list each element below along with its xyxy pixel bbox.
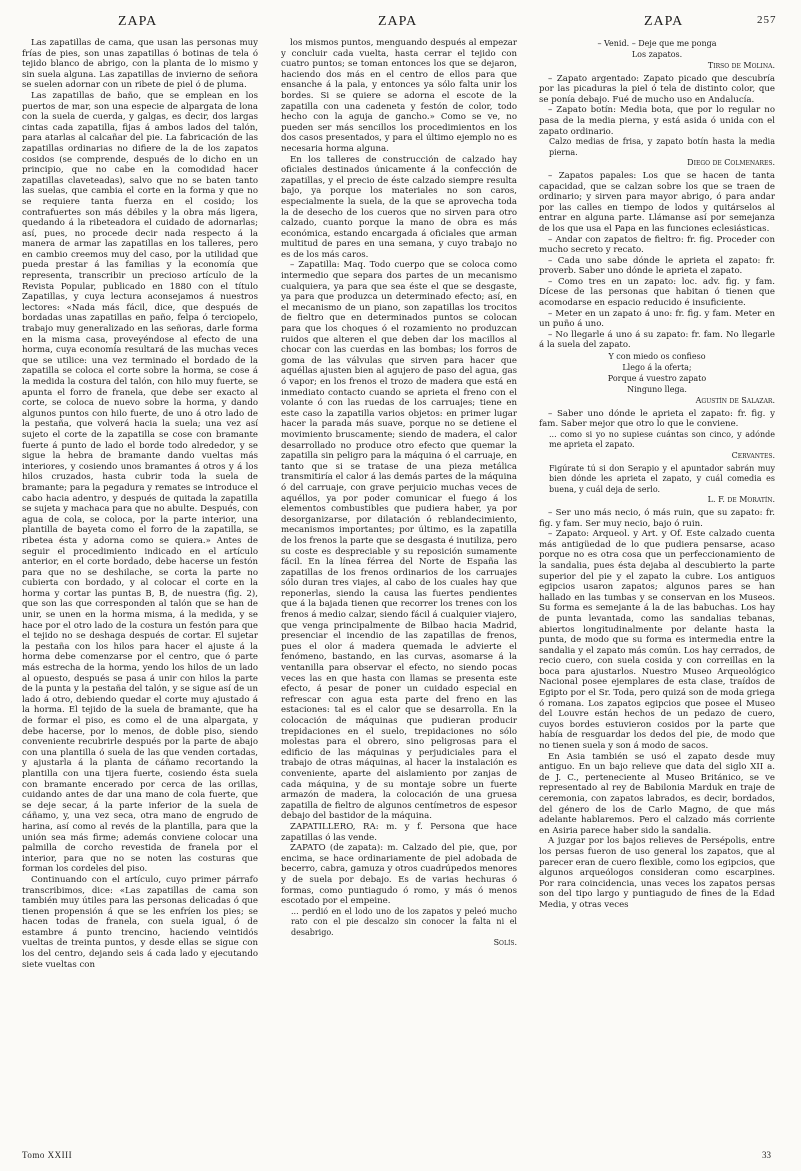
verse-line: – Venid. – Deje que me ponga: [597, 39, 717, 48]
paragraph: – Zapatos papales: Los que se hacen de tanta capacidad, que se calzan sobre los que se traen de ordinario; y sirven para mayor abrigo, ó para andar por las calles en tiempo de lodos y quitárselos al entrar en alguna parte. Llámanse así por semejanza de los que usa el Papa en las funciones eclesiásticas.: [539, 170, 775, 234]
quotation: Figúrate tú si don Serapio y el apuntador sabrán muy bien dónde les aprieta el zapato, y cuál comedia es buena, y cuál deja de serlo.: [549, 463, 775, 494]
paragraph: – Zapato argentado: Zapato picado que descubría por las picaduras la piel ó tela de distinto color, que se ponía debajo. Fué de mucho uso en Andalucía.: [539, 73, 775, 105]
paragraph: – Ser uno más necio, ó más ruin, que su zapato: fr. fig. y fam. Ser muy necio, bajo ó ruin.: [539, 507, 775, 529]
paragraph: En Asia también se usó el zapato desde muy antiguo. En un bajo relieve que data del siglo XII a. de J. C., perteneciente al Museo Británico, se ve representado al rey de Babilonia Marduk en traje de ceremonia, con zapatos labrados, es decir, bordados, del género de los de Carlo Magno, de que más adelante hablaremos. Pero el calzado más corriente en Asiria parece haber sido la sandalia.: [539, 751, 775, 836]
running-header: [0, 14, 801, 34]
paragraph: Continuando con el artículo, cuyo primer párrafo transcribimos, dice: «Las zapatillas de cama son también muy útiles para las personas delicadas ó que tienen propensión á que se les enfríen los pies; se hacen todas de franela, con suela igual, ó de estambre á punto trencino, haciendo veintidós vueltas de treinta puntos, y desde ellas se sigue con los del centro, dejando seis á cada lado y ejecutando siete vueltas con: [22, 874, 258, 970]
volume-label: Tomo XXIII: [22, 1150, 73, 1160]
quotation-author: Diego de Colmenares.: [687, 158, 775, 168]
paragraph: En los talleres de construcción de calzado hay oficiales destinados únicamente á la confección de zapatillas, y el precio de éste calzado siempre resulta bajo, ya porque los materiales no son caros, especialmente la suela, de la que se aprovecha toda la de desecho de los cueros que no sirven para otro calzado, cuanto porque la mano de obra es más económica, estando encargada á oficiales que arman multitud de pares en una semana, y cuyo trabajo no es de los más caros.: [281, 154, 517, 260]
paragraph: – Saber uno dónde le aprieta el zapato: fr. fig. y fam. Saber mejor que otro lo que le conviene.: [539, 408, 775, 430]
signature-mark: 33: [762, 1150, 771, 1160]
quotation: ... perdió en el lodo uno de los zapatos y peleó mucho rato con el pie descalzo sin conocer la falta ni el desabrigo.: [291, 906, 517, 937]
header-center: ZAPA: [378, 14, 418, 29]
quotation-author: Tirso de Molina.: [707, 61, 775, 70]
quotation: Calzo medias de frisa, y zapato botín hasta la media pierna.: [549, 137, 775, 157]
quotation-author: Agustín de Salazar.: [695, 396, 775, 406]
paragraph: los mismos puntos, menguando después al empezar y concluir cada vuelta, hasta cerrar el tejido con cuatro puntos; se toman entonces los que se dejaron, haciendo dos más en el centro de ellos para que ensanche á la pala, y entonces ya sólo falta unir los bordes. Si se quiere se adorna el escote de la zapatilla con una cadeneta y festón de color, todo hecho con la aguja de gancho.» Como se ve, no pueden ser más sencillos los procedimientos en los dos casos presentados, y para el último ejemplo no es necesaria horma alguna.: [281, 38, 517, 154]
header-right: ZAPA: [644, 14, 684, 29]
verse-line: Llego á la oferta;: [622, 363, 692, 373]
quotation: ... como si yo no supiese cuántas son cinco, y adónde me aprieta el zapato.: [549, 429, 775, 450]
verse-line: Y con miedo os confieso: [608, 352, 706, 362]
header-left: ZAPA: [118, 14, 158, 29]
verse-line: Porque á vuestro zapato: [607, 374, 707, 384]
paragraph: – Cada uno sabe dónde le aprieta el zapato: fr. proverb. Saber uno dónde le aprieta el zapato.: [539, 255, 775, 277]
verse-line: Ninguno llega.: [627, 385, 687, 395]
paragraph: – Meter en un zapato á uno: fr. fig. y fam. Meter en un puño á uno.: [539, 308, 775, 330]
paragraph: – Como tres en un zapato: loc. adv. fig. y fam. Dícese de las personas que habitan ó tienen que acomodarse en espacio reducido é insuficiente.: [539, 276, 775, 309]
quotation-author: Solís.: [493, 938, 517, 948]
column-1: [22, 38, 258, 1146]
column-3: [539, 38, 775, 1146]
entry-zapatillero: ZAPATILLERO, RA: m. y f. Persona que hace zapatillas ó las vende.: [281, 821, 517, 843]
paragraph: Las zapatillas de cama, que usan las personas muy frías de pies, son unas zapatillas ó botinas de tela ó tejido blanco de abrigo, con la planta de lo mismo y sin suela alguna. Las zapatillas de invierno de señora se suelen adornar con un ribete de piel ó de pluma.: [22, 38, 258, 91]
quotation-author: L. F. de Moratín.: [707, 495, 775, 505]
paragraph: – Zapatilla: Maq. Todo cuerpo que se coloca como intermedio que separa dos partes de un mecanismo cualquiera, ya para que sea éste el que se desgaste, ya para que produzca un determinado efecto; así, en el mecanismo de un piano, son zapatillas los trocitos de fieltro que en determinados puntos se colocan para que los choques ó el rozamiento no produzcan ruidos que alteren el que deben dar los macillos al chocar con las cuerdas en las bombas; los forros de goma de las válvulas que sirven para hacer que aquéllas ajusten bien al agujero de paso del agua, gas ó vapor; en los frenos el trozo de madera que está en inmediato contacto cuando se aprieta el freno con el volante ó con las ruedas de los carruajes; tiene en este caso la zapatilla varios objetos: en primer lugar hacer la parada más suave, porque no se detiene el movimiento bruscamente; siendo de madera, el calor desarrollado no produce otro efecto que quemar la zapatilla sin peligro para la máquina ó el carruaje, en tanto que si se tratase de una pieza metálica transmitiría el calor á las demás partes de la máquina ó del carruaje, con grave perjuicio muchas veces de aquéllos, ya por poder comunicar el fuego á los elementos combustibles que pudiera haber, ya por desorganizarse, por dilatación ó reblandecimiento, mecanismos importantes; por último, es la zapatilla de los frenos la parte que se desgasta é inutiliza, pero su coste es despreciable y su reposición sumamente fácil. En la línea férrea del Norte de España las zapatillas de los frenos ordinarios de los carruajes sólo duran tres viajes, al cabo de los cuales hay que reponerlas, siendo la causa las fuertes pendientes que á la bajada tienen que recorrer los trenes con los frenos á medio calzar, siendo fácil á cualquier viajero, que venga principalmente de Bilbao hacia Madrid, presenciar el incendio de las zapatillas de frenos, pues el olor á madera quemada le advierte el fenómeno, bastando, en las curvas, asomarse á la ventanilla para observar el efecto, no siendo pocas veces las en que hasta con llamas se presenta este efecto, á pesar de poner un cuidado especial en refrescar con agua esta parte del freno en las estaciones: tal es el calor que se desarrolla. En la colocación de máquinas que pudieran producir trepidaciones en el suelo, trepidaciones no sólo molestas para el obrero, sino peligrosas para el edificio de las máquinas y perjudiciales para el trabajo de otras máquinas, al hacer la instalación es conveniente, aparte del aislamiento por zanjas de cada máquina, y de su montaje sobre un fuerte armazón de madera, la colocación de una gruesa zapatilla de fieltro de algunos centímetros de espesor debajo del bastidor de la máquina.: [281, 260, 517, 822]
verse-line: Los zapatos.: [631, 50, 683, 59]
quotation-author: Cervantes.: [731, 451, 775, 460]
page-number: 257: [757, 14, 777, 26]
paragraph: – Andar con zapatos de fieltro: fr. fig. Proceder con mucho secreto y recato.: [539, 234, 775, 256]
paragraph: – Zapato: Arqueol. y Art. y Of. Este calzado cuenta más antigüedad de lo que pudiera pensarse, acaso porque no es otra cosa que un perfeccionamiento de la sandalia, pues ésta dejaba al descubierto la parte superior del pie y el zapato la cubre. Los antiguos egipcios usaron zapatos; algunos pares se han hallado en las tumbas y se conservan en los Museos. Su forma es semejante á la de las babuchas. Los hay de punta levantada, como las sandalias tebanas, abiertos longitudinalmente por delante hasta la punta, de modo que su forma es intermedia entre la sandalia y el zapato más común. Los hay cerrados, de recio cuero, con suela cosida y con correillas en la boca para ajustarlos. Nuestro Museo Arqueológico Nacional posee ejemplares de esta clase, traídos de Egipto por el Sr. Toda, pero quizá son de moda griega ó romana. Los zapatos egipcios que posee el Museo del Louvre están hechos de un pedazo de cuero, cuyos bordes estuvieron cosidos por la parte que había de resguardar los dedos del pie, de modo que no tienen suela y son á modo de sacos.: [539, 529, 775, 752]
paragraph: – Zapato botín: Media bota, que por lo regular no pasa de la media pierna, y está asida ó unida con el zapato ordinario.: [539, 105, 775, 137]
paragraph: – No llegarle á uno á su zapato: fr. fam. No llegarle á la suela del zapato.: [539, 329, 775, 351]
column-2: [281, 38, 517, 1146]
paragraph: A juzgar por los bajos relieves de Persépolis, entre los persas fueron de uso general los zapatos, que al parecer eran de cuero flexible, como los egipcios, que algunos arqueólogos consideran como escarpines. Por rara coincidencia, unas veces los zapatos persas son del tipo largo y puntiagudo de fines de la Edad Media, y otras veces: [539, 836, 775, 910]
entry-zapato: ZAPATO (de zapata): m. Calzado del pie, que, por encima, se hace ordinariamente de piel adobada de becerro, cabra, gamuza y otros cuadrúpedos menores y de suela por debajo. Es de varias hechuras ó formas, como puntiagudo ó romo, y más ó menos escotado por el empeine.: [281, 843, 517, 907]
paragraph: Las zapatillas de baño, que se emplean en los puertos de mar, son una especie de alpargata de lona con la suela de cuerda, y galgas, es decir, dos largas cintas cada zapatilla, fijas á ambos lados del talón, para atarlas al calcañar del pie. La fabricación de las zapatillas ordinarias no difiere de la de los zapatos cosidos (se comprende, después de lo dicho en un principio, que no cabe en la comodidad hacer zapatillas claveteadas), salvo que no se baten tanto las suelas, que cambia el corte en la forma y que no se requiere tanta fuerza en el cosido; los contrafuertes son más débiles y la obra más ligera, quedando á la ribeteadora el cuidado de adornarlas; así, pues, no procede decir nada respecto á la manera de armar las zapatillas en los talleres, pero en cambio creemos muy del caso, por la utilidad que pueda prestar á las familias y la economía que representa, transcribir un precioso artículo de la Revista Popular, publicado en 1880 con el título Zapatillas, y cuya lectura aconsejamos á nuestros lectores: «Nada más fácil, dice, que después de bordadas unas zapatillas en paño, felpa ó terciopelo, trabajo muy generalizado en las señoras, darle forma en la misma casa, proveyéndose al efecto de una horma, cuya economía resultará de las muchas veces que se utilice: una vez terminado el bordado de la zapatilla se coloca el corte sobre la horma, se cose á la medida la costura del talón, con hilo muy fuerte, se apunta el forro de franela, que debe ser exacto al corte, se coloca de nuevo sobre la horma, y dando algunos puntos con hilo fuerte, de uno á otro lado de la pestaña, que volverá hacia la suela; una vez así sujeto el corte de la zapatilla se cose con bramante fuerte á punto de lado el borde todo alrededor, y se sigue la hebra de bramante dando vueltas más interiores, y cosiendo unos bramantes á otros y á los hilos cruzados, hasta cubrir toda la suela de bramante; para la pegadura y remates se introduce el cabo hacia adentro, y después de quitada la zapatilla se sujeta y machaca para que no abulte. Después, con agua de cola, se coloca, por la parte interior, una plantilla de bayeta como el forro de la zapatilla, se ribetea ésta y adorna como se quiera.» Antes de seguir el procedimiento indicado en el artículo anterior, en el corte bordado, debe hacerse un festón para que no se deshilache, se corta la parte no cubierta con bordado, y al colocar el corte en la horma y cortar las puntas B, B, de nuestra (fig. 2), que son las que corresponden al talón que se han de unir, se unen en la horma misma, á la medida, y se hace por el otro lado de la costura un festón para que el tejido no se deshaga después de cortar. El sujetar la pestaña con los hilos para hacer el ajuste á la horma debe comenzarse por el centro, que ó parte más estrecha de la horma, yendo los hilos de un lado al opuesto, después se pasa á unir con hilos la parte de la punta y la pestaña del talón, y se sigue así de un lado á otro, debiendo quedar el corte muy ajustado á la horma. El tejido de la suela de bramante, que ha de formar el piso, es como el de una alpargata, y debe hacerse, por lo menos, de doble piso, siendo conveniente recubrirle después por la parte de abajo con una plantilla ó suela de las que venden cortadas, y ajustarla á la planta de cáñamo recortando la plantilla con una tijera fuerte, cosiendo ésta suela con bramante encerado por cerca de las orillas, cuidando antes de dar una mano de cola fuerte, que se deje secar, á la parte inferior de la suela de cáñamo, y, una vez seca, otra mano de engrudo de harina, así como al revés de la plantilla, para que la unión sea más firme; además conviene colocar una palmilla de corcho revestida de franela por el interior, para que no se noten las costuras que forman los cordeles del piso.: [22, 90, 258, 875]
